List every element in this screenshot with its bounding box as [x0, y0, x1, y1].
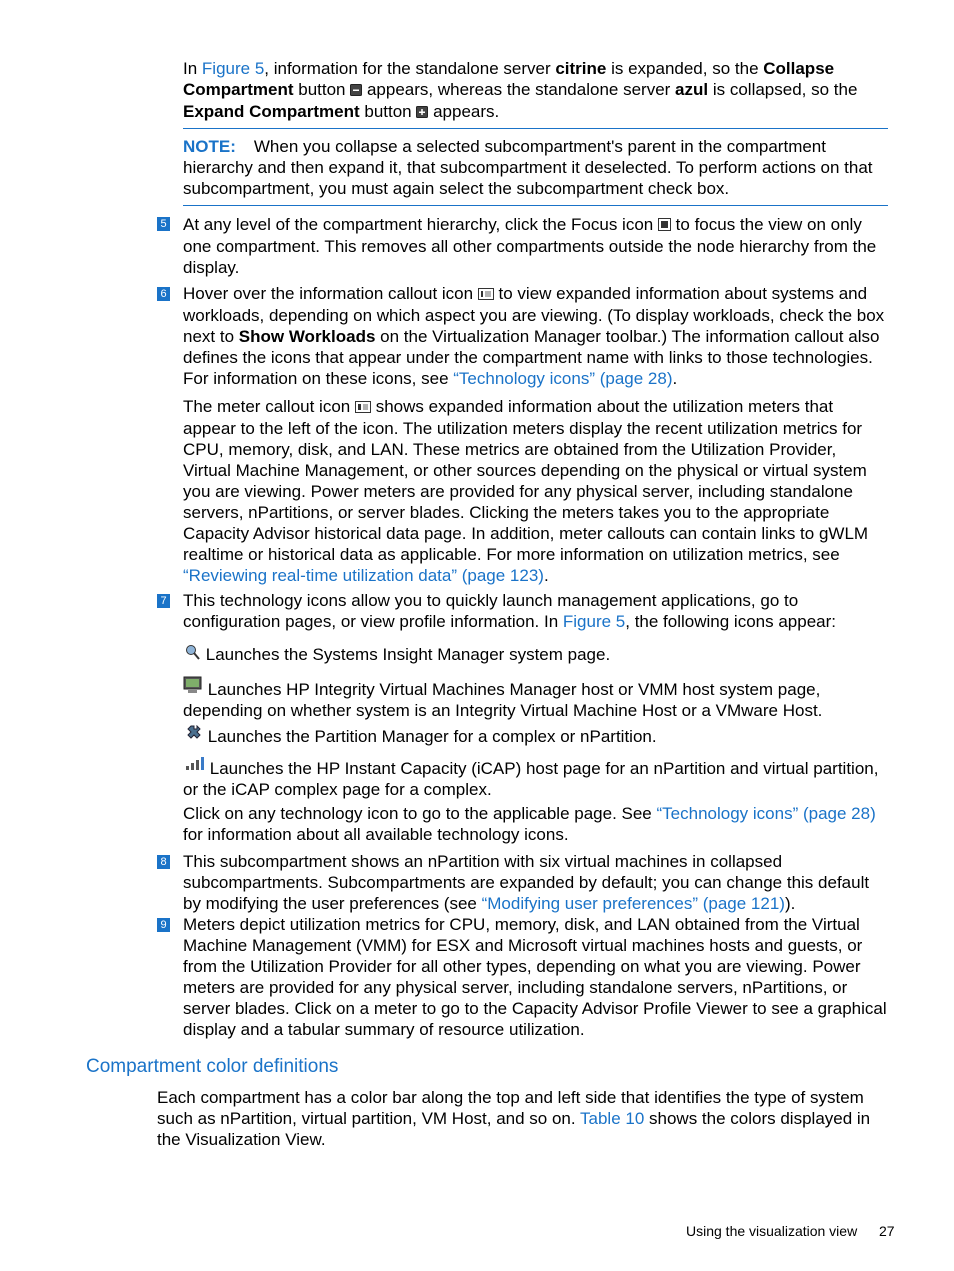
section-paragraph: Each compartment has a color bar along the top and left side that identifies the type of system such as nPartition, virtual partition, VM Host, and so on. Table 10 shows the colors displayed in the Visualization View.: [157, 1088, 871, 1149]
technology-icons-link-2[interactable]: “Technology icons” (page 28): [656, 804, 876, 823]
tech-row-icap: Launches the HP Instant Capacity (iCAP) host page for an nPartition and virtual partition, or the iCAP complex page for a complex.: [183, 755, 888, 800]
expand-compartment-icon: [416, 102, 428, 123]
tech-row-sim: Launches the Systems Insight Manager system page.: [183, 644, 888, 666]
note-text: NOTE: When you collapse a selected subcompartment's parent in the compartment hierarchy and then expand it, that subcompartment it deselected. To perform actions on that subcompartment, you must again select the subcompartment check box.: [183, 137, 873, 198]
callout-number-5: 5: [157, 217, 170, 231]
figure-5-link[interactable]: Figure 5: [201, 59, 265, 78]
meter-callout-icon: [355, 397, 371, 418]
callout-number-6: 6: [157, 287, 170, 301]
callout-number-8: 8: [157, 855, 170, 869]
table-10-link[interactable]: Table 10: [580, 1109, 645, 1128]
item-8-text: This subcompartment shows an nPartition with six virtual machines in collapsed subcompartments. Subcompartments are expanded by default; you can change this default by modifying the user preferences (see “Modifying user preferences” (page 121)).: [183, 852, 870, 913]
note-label: NOTE:: [183, 137, 236, 156]
virtual-machine-manager-icon[interactable]: [183, 676, 203, 699]
technology-click-paragraph: Click on any technology icon to go to the applicable page. See “Technology icons” (page 28) for information about all available technology icons.: [183, 804, 876, 844]
callout-number-7: 7: [157, 594, 170, 608]
figure-5-link-2[interactable]: Figure 5: [562, 612, 626, 631]
item-5-text: At any level of the compartment hierarchy, click the Focus icon to focus the view on only one compartment. This removes all other compartments outside the node hierarchy from the display.: [183, 215, 877, 277]
note-box: [183, 128, 888, 206]
reviewing-utilization-data-link[interactable]: “Reviewing real-time utilization data” (page 123): [183, 566, 544, 585]
technology-icons-link[interactable]: “Technology icons” (page 28): [453, 369, 673, 388]
item-7-text: This technology icons allow you to quickly launch management applications, go to configuration pages, or view profile information. In Figure 5, the following icons appear:: [183, 591, 836, 631]
tech-row-vmm: Launches HP Integrity Virtual Machines Manager host or VMM host system page, depending on whether system is an Integrity Virtual Machine Host or a VMware Host.: [183, 676, 888, 721]
modifying-user-preferences-link[interactable]: “Modifying user preferences” (page 121): [481, 894, 785, 913]
item-6-text: Hover over the information callout icon to view expanded information about systems and workloads, depending on which aspect you are viewing. (To display workloads, check the box next to Show Workloads on the Virtualization Manager toolbar.) The information callout also defines the icons that appear under the compartment name with links to those technologies. For information on these icons, see “Technology icons” (page 28).: [183, 284, 885, 388]
partition-manager-icon[interactable]: [183, 725, 203, 746]
page-number: 27: [879, 1223, 895, 1239]
footer-title: Using the visualization view: [686, 1223, 858, 1239]
intro-paragraph: In Figure 5, information for the standalone server citrine is expanded, so the Collapse Compartment button appears, whereas the standalone server azul is collapsed, so the Expand Compartment button appears.: [183, 59, 858, 121]
systems-insight-manager-icon[interactable]: [183, 644, 201, 666]
information-callout-icon: [478, 284, 494, 305]
section-heading: Compartment color definitions: [86, 1056, 339, 1077]
meter-callout-paragraph: The meter callout icon shows expanded information about the utilization meters that appear to the left of the icon. The utilization meters display the recent utilization metrics for CPU, memory, disk, and LAN. These metrics are obtained from the Utilization Provider, Virtual Machine Management, or other sources depending on the physical or virtual system you are viewing. Power meters are provided for any physical server, including standalone servers, nPartitions, or server blades. Clicking the meters takes you to the appropriate Capacity Advisor historical data page. In addition, meter callouts can contain links to gWLM realtime or historical data as applicable. For more information on utilization metrics, see “Reviewing real-time utilization data” (page 123).: [183, 397, 869, 585]
instant-capacity-icon[interactable]: [183, 755, 205, 776]
tech-row-partition: Launches the Partition Manager for a complex or nPartition.: [183, 725, 888, 747]
callout-number-9: 9: [157, 918, 170, 932]
focus-icon: [658, 215, 671, 236]
item-9-text: Meters depict utilization metrics for CPU, memory, disk, and LAN obtained from the Virtual Machine Management (VMM) for ESX and Microsoft virtual machines hosts and guests, or from the Utilization Provider for all other types, depending on what you are viewing. Power meters are provided for any physical server, including standalone servers, nPartitions, or server blades. Click on a meter to go to the Capacity Advisor Profile Viewer to see a graphical display and a tabular summary of resource utilization.: [183, 915, 887, 1039]
collapse-compartment-icon: [350, 80, 362, 101]
